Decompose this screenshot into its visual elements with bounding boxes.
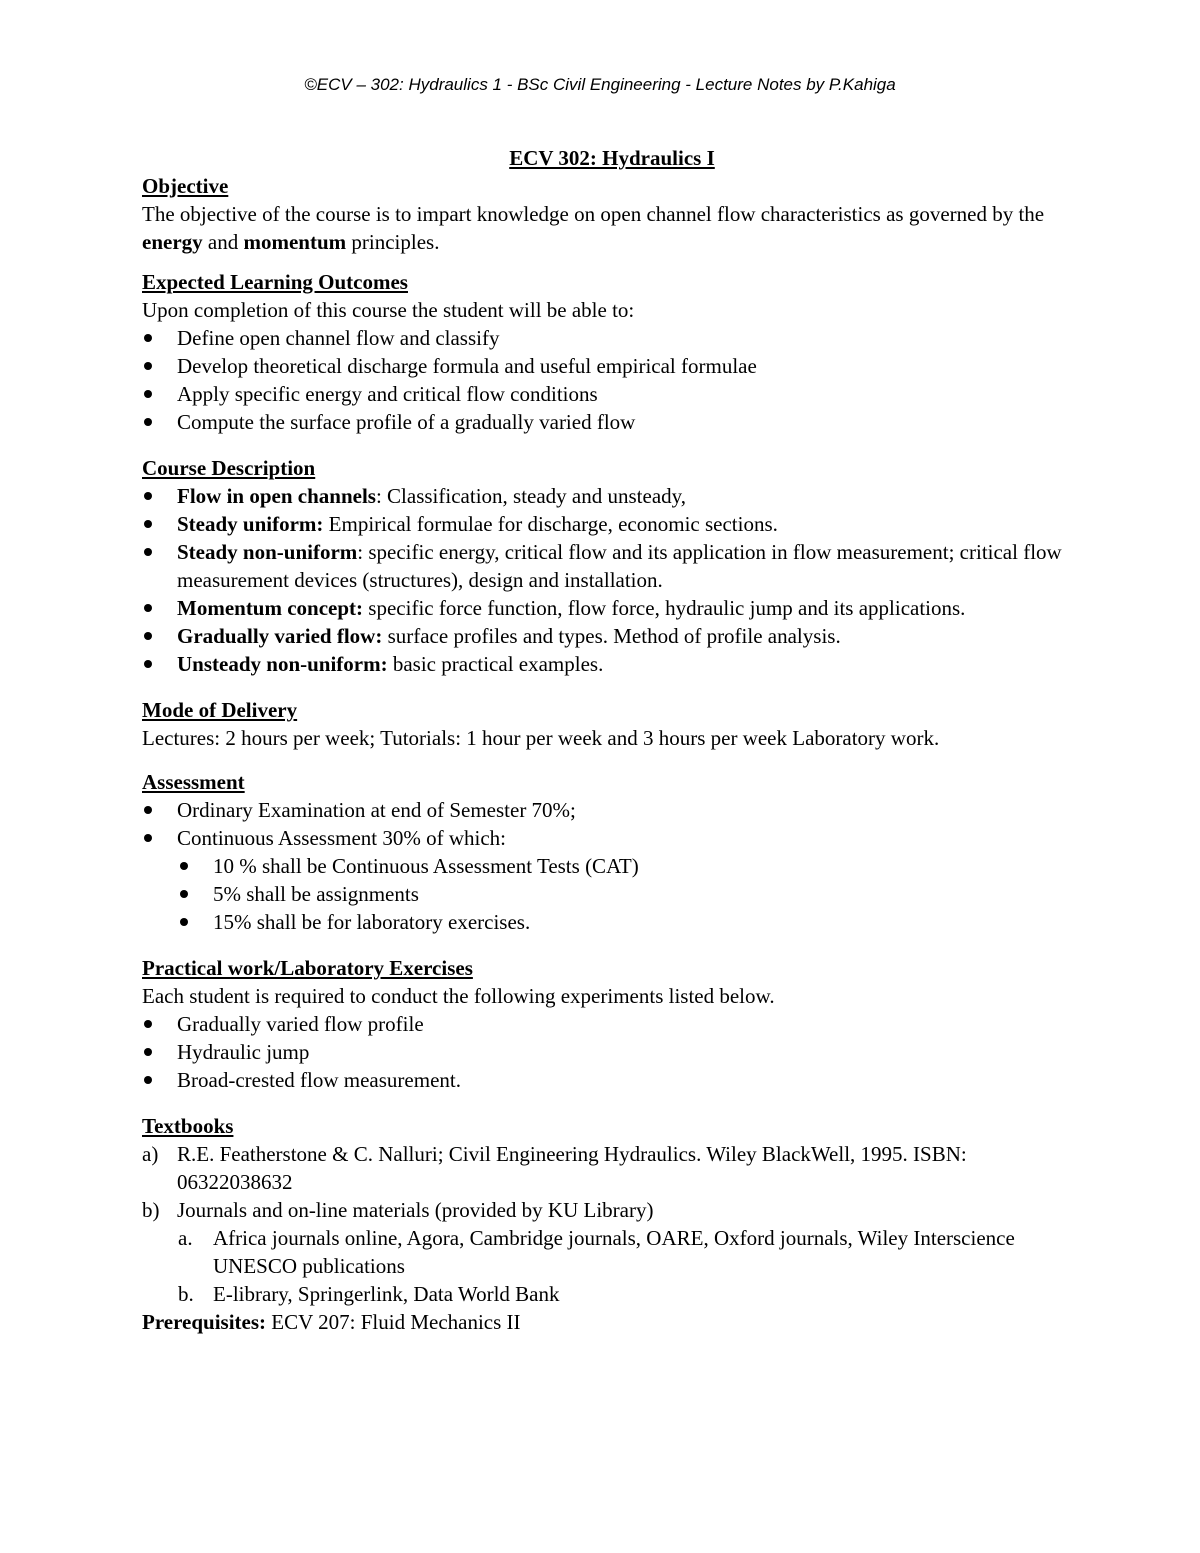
outcomes-heading: Expected Learning Outcomes	[142, 270, 408, 294]
outcomes-intro: Upon completion of this course the student will be able to:	[142, 298, 635, 322]
item-text: Empirical formulae for discharge, economic sections.	[323, 512, 778, 536]
objective-bold-energy: energy	[142, 230, 203, 254]
outcomes-list	[142, 324, 1082, 436]
prerequisites	[142, 1308, 1082, 1336]
delivery-text: Lectures: 2 hours per week; Tutorials: 1 hour per week and 3 hours per week Laboratory work.	[142, 726, 940, 750]
list-marker: b)	[142, 1198, 160, 1222]
prerequisites-label: Prerequisites:	[142, 1310, 267, 1334]
item-lead: Flow in open channels	[177, 484, 376, 508]
list-item: Define open channel flow and classify	[142, 324, 1082, 352]
textbook-entry: Journals and on-line materials (provided by KU Library)	[177, 1198, 654, 1222]
list-item: Gradually varied flow profile	[142, 1010, 1082, 1038]
textbooks-heading: Textbooks	[142, 1114, 234, 1138]
list-item: Hydraulic jump	[142, 1038, 1082, 1066]
list-item	[142, 1140, 1082, 1196]
item-lead: Steady non-uniform	[177, 540, 358, 564]
list-item: 15% shall be for laboratory exercises.	[142, 908, 1082, 936]
delivery-heading: Mode of Delivery	[142, 698, 298, 722]
list-item: Continuous Assessment 30% of which:	[142, 824, 1082, 852]
objective-text	[142, 200, 1082, 256]
description-list	[142, 482, 1082, 678]
objective-text-part: principles.	[346, 230, 440, 254]
item-text: basic practical examples.	[387, 652, 604, 676]
objective-text-part: and	[202, 230, 244, 254]
list-item	[142, 1280, 1082, 1308]
list-marker: a)	[142, 1142, 159, 1166]
practical-heading: Practical work/Laboratory Exercises	[142, 956, 473, 980]
practical-intro: Each student is required to conduct the following experiments listed below.	[142, 984, 775, 1008]
list-item: 5% shall be assignments	[142, 880, 1082, 908]
item-text: : Classification, steady and unsteady,	[375, 484, 687, 508]
list-item: Apply specific energy and critical flow conditions	[142, 380, 1082, 408]
assessment-heading: Assessment	[142, 770, 245, 794]
assessment-list	[142, 796, 1082, 852]
list-item	[142, 510, 1082, 538]
list-item	[142, 650, 1082, 678]
list-item: 10 % shall be Continuous Assessment Tests (CAT)	[142, 852, 1082, 880]
running-header: ©ECV – 302: Hydraulics 1 - BSc Civil Engineering - Lecture Notes by P.Kahiga	[304, 75, 896, 94]
objective-bold-momentum: momentum	[243, 230, 347, 254]
description-heading: Course Description	[142, 456, 316, 480]
list-item: Compute the surface profile of a gradually varied flow	[142, 408, 1082, 436]
list-marker: a.	[178, 1226, 193, 1250]
item-text: specific force function, flow force, hydraulic jump and its applications.	[363, 596, 966, 620]
item-text: surface profiles and types. Method of profile analysis.	[382, 624, 841, 648]
practical-list	[142, 1010, 1082, 1094]
list-item: Ordinary Examination at end of Semester 70%;	[142, 796, 1082, 824]
material-entry: Africa journals online, Agora, Cambridge journals, OARE, Oxford journals, Wiley Interscience UNESCO publications	[213, 1226, 1015, 1278]
material-entry: E-library, Springerlink, Data World Bank	[213, 1282, 560, 1306]
textbook-entry: R.E. Featherstone & C. Nalluri; Civil Engineering Hydraulics. Wiley BlackWell, 1995. ISBN: 06322038632	[177, 1142, 967, 1194]
list-item: Develop theoretical discharge formula and useful empirical formulae	[142, 352, 1082, 380]
objective-heading: Objective	[142, 174, 229, 198]
list-item	[142, 1196, 1082, 1224]
objective-text-part: The objective of the course is to impart knowledge on open channel flow characteristics as governed by the	[142, 202, 1045, 226]
list-marker: b.	[178, 1282, 194, 1306]
item-text: : specific energy, critical flow and its application in flow measurement; critical flow measurement devices (structures), design and installation.	[177, 540, 1062, 592]
list-item	[142, 482, 1082, 510]
online-materials-list	[142, 1224, 1082, 1308]
list-item	[142, 1224, 1082, 1280]
list-item: Broad-crested flow measurement.	[142, 1066, 1082, 1094]
document-title: ECV 302: Hydraulics I	[509, 146, 715, 170]
item-lead: Steady uniform:	[177, 512, 324, 536]
item-lead: Gradually varied flow:	[177, 624, 383, 648]
textbooks-list	[142, 1140, 1082, 1224]
assessment-sublist	[142, 852, 1082, 936]
item-lead: Unsteady non-uniform:	[177, 652, 388, 676]
list-item	[142, 622, 1082, 650]
document-body	[142, 144, 1082, 1336]
list-item	[142, 594, 1082, 622]
item-lead: Momentum concept:	[177, 596, 364, 620]
prerequisites-text: ECV 207: Fluid Mechanics II	[266, 1310, 521, 1334]
list-item	[142, 538, 1082, 594]
